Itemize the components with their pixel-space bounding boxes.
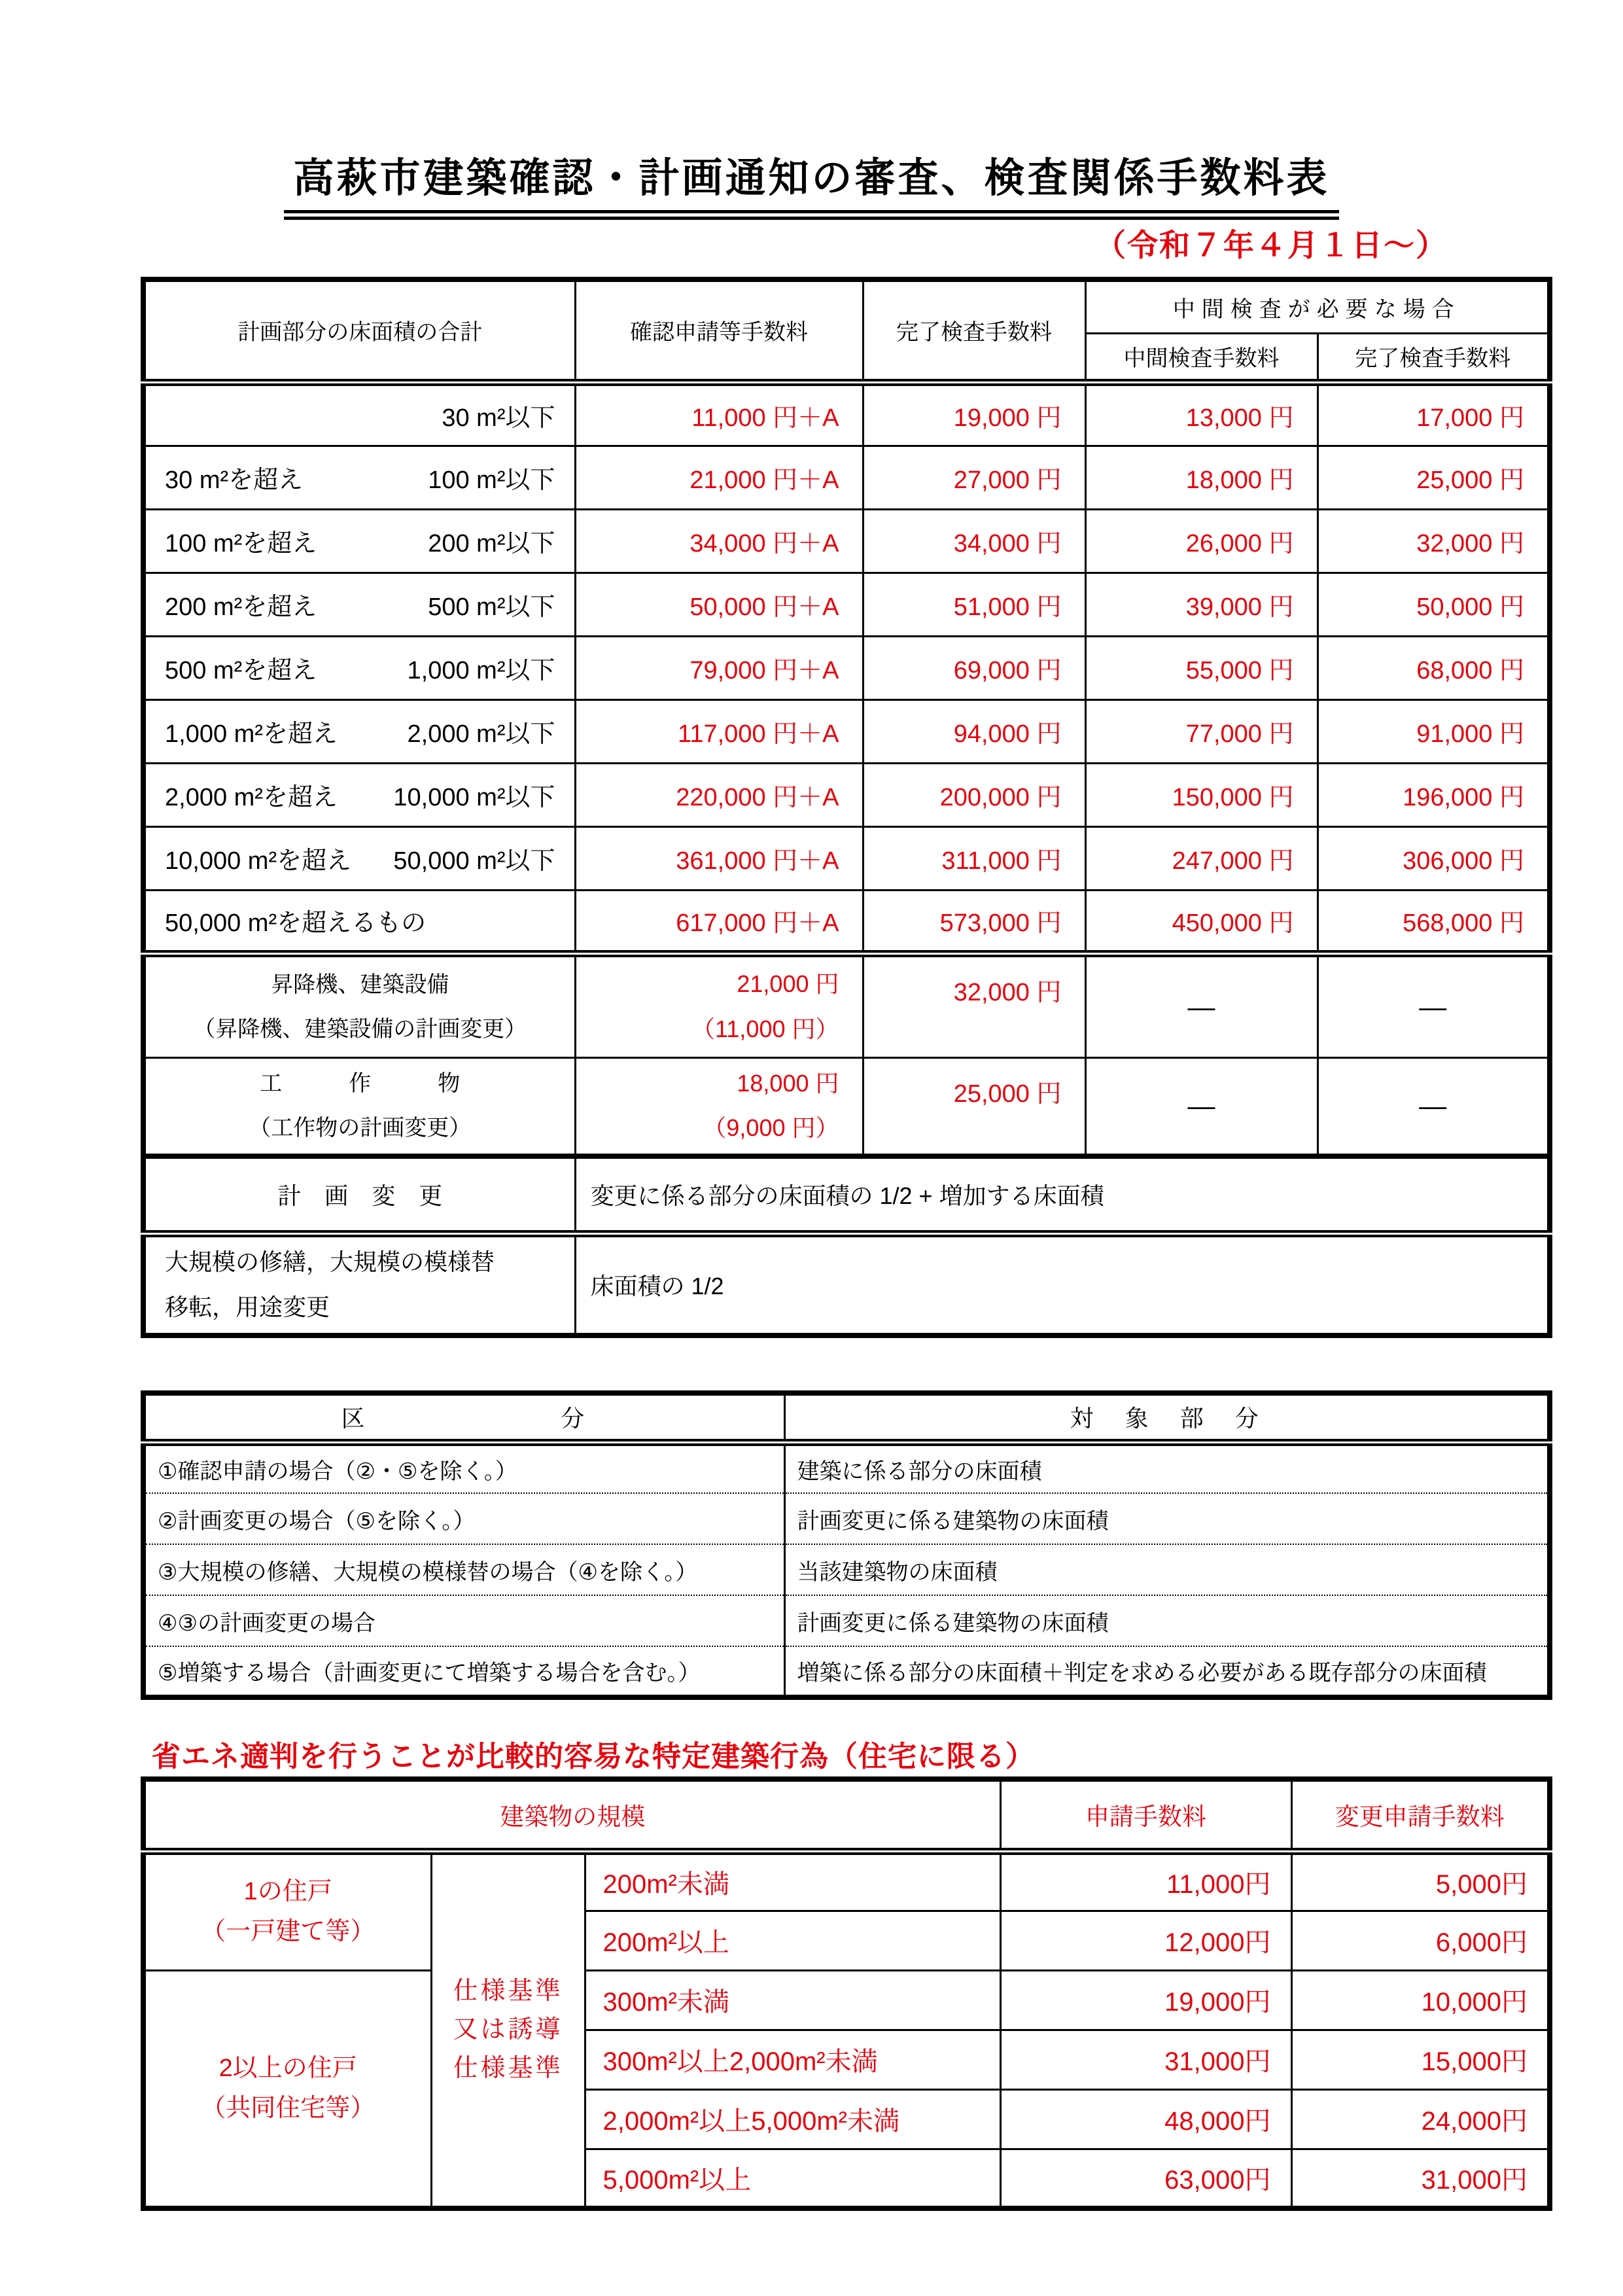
fee-row: [143, 826, 1550, 890]
energy-fee-table: [141, 1776, 1552, 2211]
fee-confirmation: 21,000 円: [737, 970, 839, 998]
fee-confirmation: 11,000 円＋A: [575, 382, 863, 446]
header-change-fee: 変更申請手数料: [1291, 1779, 1550, 1851]
fee-confirmation: 50,000 円＋A: [575, 573, 863, 636]
size-range: 2,000m²以上5,000m²未満: [585, 2089, 1000, 2149]
fee-row: [143, 636, 1550, 699]
standard-label-3: 仕様基準: [453, 2055, 563, 2083]
unit-label-2: （共同住宅等）: [201, 2094, 375, 2122]
application-fee: 63,000円: [1000, 2149, 1291, 2208]
fee-completion: 573,000 円: [863, 890, 1085, 953]
structure-row: [143, 1057, 1550, 1156]
fee-interim: 247,000 円: [1085, 826, 1318, 890]
large-repair-label-1: 大規模の修繕，大規模の模様替: [165, 1248, 495, 1276]
header-confirmation-fee: 確認申請等手数料: [575, 279, 863, 382]
fee-interim: 150,000 円: [1085, 763, 1318, 826]
change-fee: 10,000円: [1291, 1970, 1550, 2030]
change-fee: 5,000円: [1291, 1851, 1550, 1911]
range-right: 100 m²以下: [428, 467, 555, 494]
category-row: [143, 1493, 1550, 1544]
size-range: 5,000m²以上: [585, 2149, 1000, 2208]
size-range: 200m²以上: [585, 1911, 1000, 1970]
range-right: 10,000 m²以下: [393, 784, 555, 811]
energy-row: [143, 1851, 1550, 1911]
category-target: 計画変更に係る建築物の床面積: [784, 1493, 1550, 1544]
plan-change-row: [143, 1156, 1550, 1233]
change-fee: 6,000円: [1291, 1911, 1550, 1970]
fee-confirmation: 617,000 円＋A: [575, 890, 863, 953]
dash-cell: ―: [1318, 1057, 1550, 1156]
fee-interim-completion: 196,000 円: [1318, 763, 1550, 826]
fee-interim-completion: 32,000 円: [1318, 509, 1550, 573]
fee-interim-completion: 68,000 円: [1318, 636, 1550, 699]
unit-label-1: 2以上の住戸: [218, 2054, 357, 2082]
fee-confirmation: 21,000 円＋A: [575, 446, 863, 509]
fee-confirmation-change: （9,000 円）: [703, 1114, 839, 1142]
size-range: 200m²未満: [585, 1851, 1000, 1911]
application-fee: 19,000円: [1000, 1970, 1291, 2030]
plan-change-rule: 変更に係る部分の床面積の 1/2 + 増加する床面積: [575, 1156, 1550, 1233]
size-range: 300m²以上2,000m²未満: [585, 2030, 1000, 2089]
structure-change-label: （工作物の計画変更）: [249, 1116, 472, 1141]
fee-confirmation-change: （11,000 円）: [691, 1015, 839, 1042]
fee-confirmation: 117,000 円＋A: [575, 699, 863, 763]
category-target: 建築に係る部分の床面積: [784, 1442, 1550, 1493]
range-left: 200 m²を超え: [165, 593, 317, 621]
category-label: ④③の計画変更の場合: [143, 1595, 784, 1646]
elevator-label: 昇降機、建築設備: [271, 972, 449, 997]
change-fee: 15,000円: [1291, 2030, 1550, 2089]
application-fee: 12,000円: [1000, 1911, 1291, 1970]
fee-interim-completion: 306,000 円: [1318, 826, 1550, 890]
category-target: 増築に係る部分の床面積＋判定を求める必要がある既存部分の床面積: [784, 1646, 1550, 1697]
range-right: 200 m²以下: [428, 530, 555, 557]
category-row: [143, 1595, 1550, 1646]
application-fee: 31,000円: [1000, 2030, 1291, 2089]
range-left: 500 m²を超え: [165, 657, 317, 684]
standard-label-2: 又は誘導: [453, 2016, 563, 2044]
fee-interim-completion: 17,000 円: [1318, 382, 1550, 446]
fee-confirmation: 34,000 円＋A: [575, 509, 863, 573]
application-fee: 11,000円: [1000, 1851, 1291, 1911]
fee-interim-completion: 91,000 円: [1318, 699, 1550, 763]
large-repair-rule: 床面積の 1/2: [575, 1233, 1550, 1335]
category-target: 計画変更に係る建築物の床面積: [784, 1595, 1550, 1646]
range-right: 2,000 m²以下: [407, 720, 555, 748]
fee-completion: 27,000 円: [863, 446, 1085, 509]
unit-label-2: （一戸建て等）: [201, 1918, 375, 1945]
fee-row: [143, 382, 1550, 446]
fee-completion: 34,000 円: [863, 509, 1085, 573]
dash-cell: ―: [1085, 953, 1318, 1057]
range-right: 30 m²以下: [442, 404, 555, 432]
fee-completion: 311,000 円: [863, 826, 1085, 890]
large-repair-label-2: 移転，用途変更: [165, 1293, 330, 1320]
energy-row: [143, 1970, 1550, 2030]
range-left: 50,000 m²を超えるもの: [165, 910, 427, 937]
fee-row: [143, 890, 1550, 953]
title-row: [0, 145, 1623, 220]
fee-completion: 94,000 円: [863, 699, 1085, 763]
category-row: [143, 1442, 1550, 1493]
elevator-row: [143, 953, 1550, 1057]
fee-completion: 19,000 円: [863, 382, 1085, 446]
range-right: 1,000 m²以下: [407, 657, 555, 684]
category-label: ⑤増築する場合（計画変更にて増築する場合を含む。）: [143, 1646, 784, 1697]
fee-interim-completion: 50,000 円: [1318, 573, 1550, 636]
fee-confirmation: 79,000 円＋A: [575, 636, 863, 699]
fee-confirmation: 220,000 円＋A: [575, 763, 863, 826]
category-target: 当該建築物の床面積: [784, 1544, 1550, 1595]
large-repair-row: [143, 1233, 1550, 1335]
fee-interim: 39,000 円: [1085, 573, 1318, 636]
fee-completion: 51,000 円: [863, 573, 1085, 636]
category-label: ②計画変更の場合（⑤を除く。）: [143, 1493, 784, 1544]
fee-interim: 77,000 円: [1085, 699, 1318, 763]
fee-row: [143, 573, 1550, 636]
energy-section-heading: 省エネ適判を行うことが比較的容易な特定建築行為（住宅に限る）: [152, 1740, 1035, 1773]
size-range: 300m²未満: [585, 1970, 1000, 2030]
category-label: ③大規模の修繕、大規模の模様替の場合（④を除く。）: [143, 1544, 784, 1595]
header-building-scale: 建築物の規模: [143, 1779, 1000, 1851]
fee-interim: 450,000 円: [1085, 890, 1318, 953]
application-fee: 48,000円: [1000, 2089, 1291, 2149]
page-title: 高萩市建築確認・計画通知の審査、検査関係手数料表: [284, 145, 1338, 220]
fee-completion: 32,000 円: [863, 953, 1085, 1057]
fee-confirmation: 18,000 円: [737, 1069, 839, 1097]
header-target: 対 象 部 分: [784, 1393, 1550, 1442]
fee-row: [143, 763, 1550, 826]
range-right: 50,000 m²以下: [393, 847, 555, 875]
fee-interim: 26,000 円: [1085, 509, 1318, 573]
fee-confirmation: 361,000 円＋A: [575, 826, 863, 890]
fee-completion: 200,000 円: [863, 763, 1085, 826]
range-right: 500 m²以下: [428, 593, 555, 621]
dash-cell: ―: [1318, 953, 1550, 1057]
fee-interim-completion: 568,000 円: [1318, 890, 1550, 953]
standard-label-1: 仕様基準: [453, 1977, 563, 2005]
fee-completion: 25,000 円: [863, 1057, 1085, 1156]
fee-interim: 55,000 円: [1085, 636, 1318, 699]
fee-row: [143, 446, 1550, 509]
unit-label-1: 1の住戸: [243, 1878, 332, 1906]
header-interim-fee: 中間検査手数料: [1085, 333, 1318, 382]
header-interim-completion-fee: 完了検査手数料: [1318, 333, 1550, 382]
plan-change-label: 計 画 変 更: [143, 1156, 575, 1233]
elevator-change-label: （昇降機、建築設備の計画変更）: [193, 1016, 527, 1042]
category-row: [143, 1646, 1550, 1697]
fee-interim: 18,000 円: [1085, 446, 1318, 509]
fee-table: [141, 277, 1552, 1338]
header-interim-group: 中間検査が必要な場合: [1085, 279, 1550, 333]
category-label: ①確認申請の場合（②・⑤を除く。）: [143, 1442, 784, 1493]
fee-row: [143, 699, 1550, 763]
change-fee: 24,000円: [1291, 2089, 1550, 2149]
effective-date: （令和７年４月１日～）: [1095, 228, 1448, 262]
header-application-fee: 申請手数料: [1000, 1779, 1291, 1851]
header-category: 区 分: [143, 1393, 784, 1442]
range-left: 100 m²を超え: [165, 530, 317, 557]
fee-completion: 69,000 円: [863, 636, 1085, 699]
dash-cell: ―: [1085, 1057, 1318, 1156]
fee-interim: 13,000 円: [1085, 382, 1318, 446]
range-left: 1,000 m²を超え: [165, 720, 338, 748]
range-left: 2,000 m²を超え: [165, 784, 338, 811]
fee-row: [143, 509, 1550, 573]
range-left: 30 m²を超え: [165, 467, 304, 494]
header-area-total: 計画部分の床面積の合計: [143, 279, 575, 382]
category-row: [143, 1544, 1550, 1595]
range-left: 10,000 m²を超え: [165, 847, 352, 875]
fee-interim-completion: 25,000 円: [1318, 446, 1550, 509]
header-completion-fee: 完了検査手数料: [863, 279, 1085, 382]
structure-label: 工 作 物: [260, 1071, 461, 1097]
change-fee: 31,000円: [1291, 2149, 1550, 2208]
category-table: [141, 1390, 1552, 1700]
